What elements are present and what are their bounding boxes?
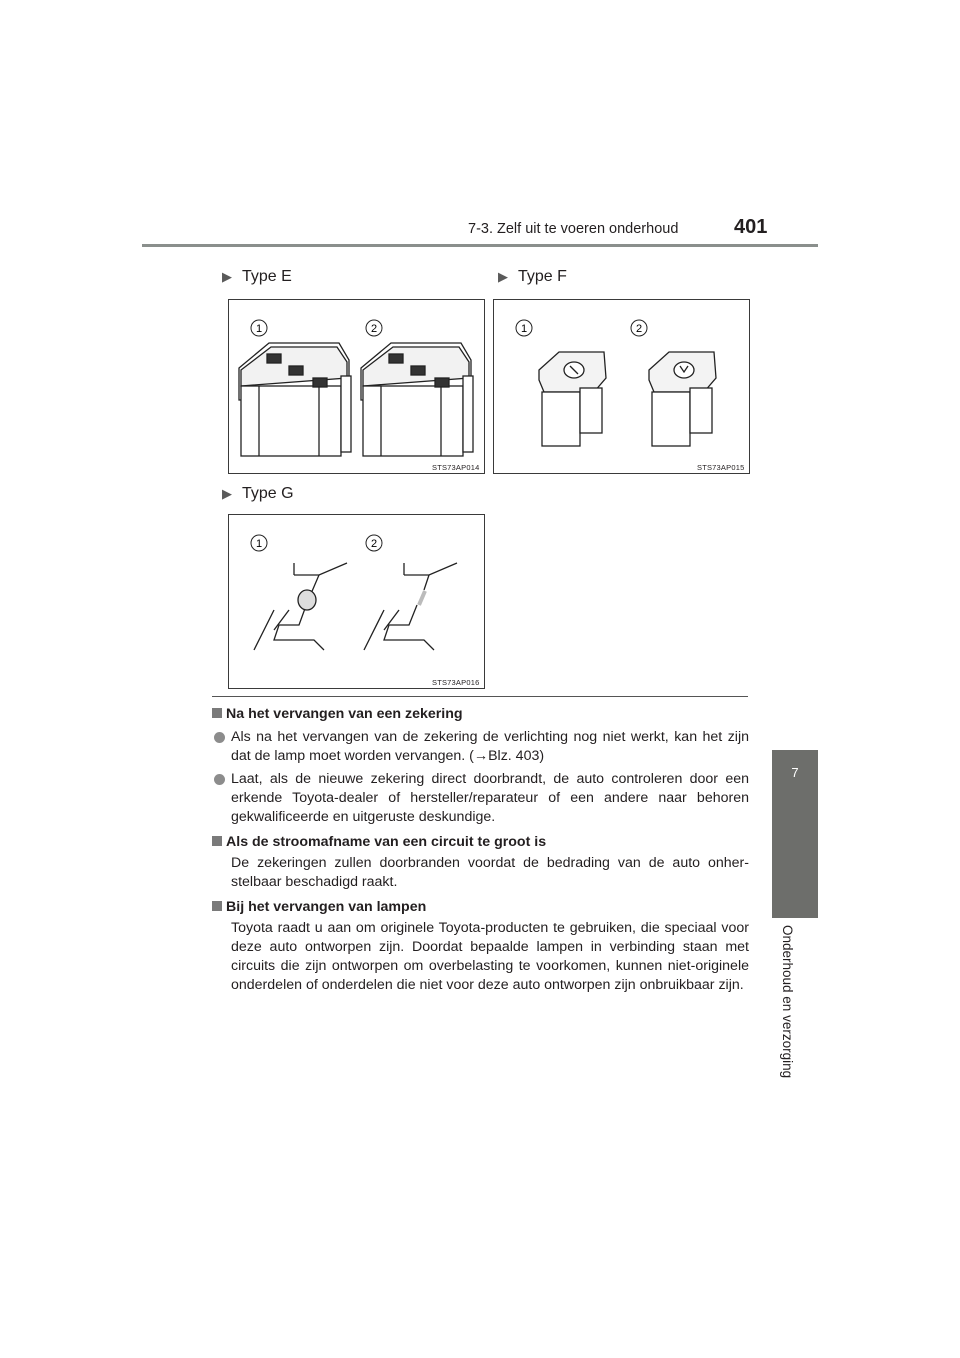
- fuse-type-f-illustration: [494, 300, 751, 475]
- header-divider: [142, 244, 818, 247]
- section-heading: Bij het vervangen van lampen: [212, 898, 749, 917]
- section-heading: Als de stroomafname van een circuit te groot is: [212, 833, 749, 852]
- arrow-right-icon: ▶: [222, 269, 232, 284]
- round-bullet-icon: [214, 732, 225, 743]
- square-bullet-icon: [212, 836, 222, 846]
- fuse-type-g-illustration: [229, 515, 486, 690]
- callout-2: 2: [370, 323, 378, 335]
- round-bullet-icon: [214, 774, 225, 785]
- bullet-item: Laat, als de nieuwe zekering direct doorbrandt, de auto controleren door een erkende Toyota-dealer of hersteller/reparateur of een andere naar behoren gekwalificeerde en uitgeruste deskundige.: [212, 770, 749, 827]
- body-text: [212, 705, 749, 995]
- section-paragraph: Toyota raadt u aan om originele Toyota-producten te gebruiken, die speciaal voor deze auto ontworpen zijn. Doordat bepaalde lampen in verbinding staan met circuits die zijn ontworpen om overbelasting te voorkomen, kunnen niet-originele onderdelen of onderdelen die niet voor deze auto ontworpen zijn onbruikbaar zijn.: [231, 920, 749, 993]
- arrow-right-icon: ▶: [222, 486, 232, 501]
- figure-code: STS73AP014: [432, 463, 480, 472]
- fuse-type-e-illustration: [229, 300, 486, 475]
- callout-2: 2: [370, 538, 378, 550]
- section-replacing-bulbs: [212, 898, 749, 995]
- section-overload: [212, 833, 749, 892]
- type-e-label: ▶ Type E: [222, 268, 292, 285]
- type-f-label: ▶ Type F: [498, 268, 567, 285]
- figure-type-f: [493, 299, 750, 474]
- square-bullet-icon: [212, 901, 222, 911]
- callout-1: 1: [255, 323, 263, 335]
- section-heading: Na het vervangen van een zekering: [212, 705, 749, 724]
- section-paragraph: De zekeringen zullen doorbranden voordat de bedrading van de auto onher-stelbaar beschadigd raakt.: [231, 855, 749, 890]
- section-divider: [212, 696, 748, 697]
- figure-type-g: [228, 514, 485, 689]
- bullet-item: Als na het vervangen van de zekering de verlichting nog niet werkt, kan het zijn dat de lamp moet worden vervangen. (→Blz. 403): [212, 728, 749, 766]
- section-after-replacing-fuse: [212, 705, 749, 827]
- callout-1: 1: [520, 323, 528, 335]
- figure-code: STS73AP015: [697, 463, 745, 472]
- figure-code: STS73AP016: [432, 678, 480, 687]
- section-title: 7-3. Zelf uit te voeren onderhoud: [468, 221, 679, 237]
- callout-2: 2: [635, 323, 643, 335]
- callout-1: 1: [255, 538, 263, 550]
- figure-type-e: [228, 299, 485, 474]
- arrow-right-icon: ▶: [498, 269, 508, 284]
- square-bullet-icon: [212, 708, 222, 718]
- page-number: 401: [734, 216, 768, 238]
- chapter-number: 7: [791, 765, 799, 780]
- type-g-label: ▶ Type G: [222, 485, 294, 502]
- chapter-title: Onderhoud en verzorging: [780, 925, 795, 1079]
